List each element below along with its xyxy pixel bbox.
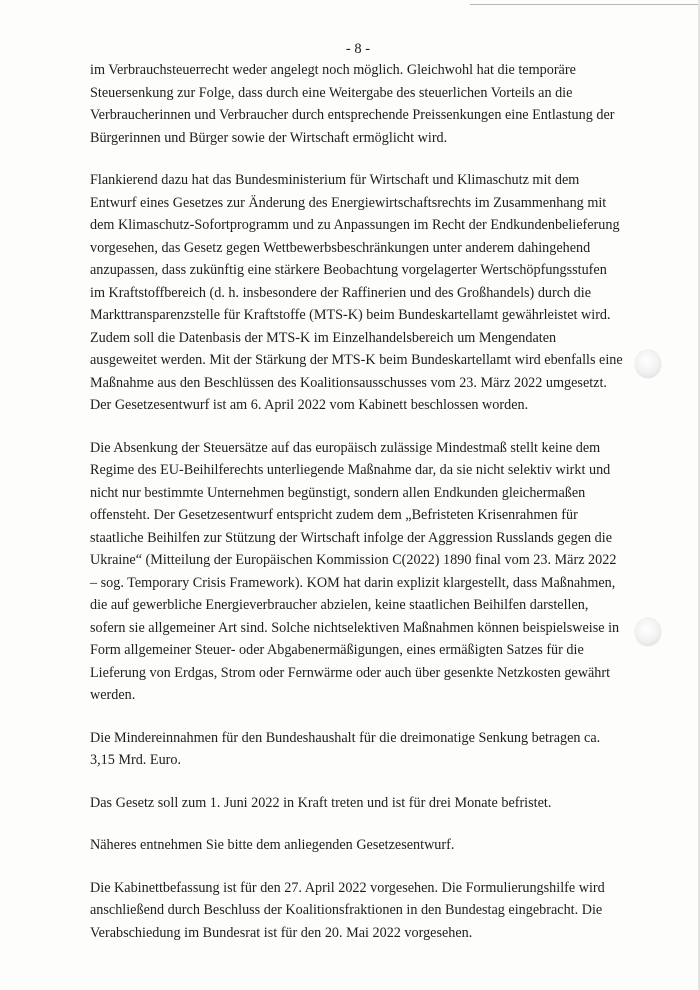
punch-hole-upper: [635, 350, 661, 378]
text-line: Verabschiedung im Bundesrat ist für den 20. Mai 2022 vorgesehen.: [90, 924, 473, 941]
text-line: 3,15 Mrd. Euro.: [90, 752, 182, 768]
text-line: staatliche Beihilfen zur Stützung der Wirtschaft infolge der Aggression Russlands gegen die: [90, 529, 613, 546]
text-line: offensteht. Der Gesetzesentwurf entspricht zudem dem „Befristeten Krisenrahmen für: [90, 507, 578, 523]
text-line: ausgeweitet werden. Mit der Stärkung der MTS-K beim Bundeskartellamt wird ebenfalls eine: [90, 352, 623, 368]
text-line: Lieferung von Erdgas, Strom oder Fernwärme oder auch über gesenkte Netzkosten gewährt: [90, 664, 611, 681]
document-body: [90, 59, 625, 964]
paragraph-effective-date: [90, 792, 625, 815]
punch-hole-lower: [635, 618, 661, 646]
text-line: Steuersenkung zur Folge, dass durch eine Weitergabe des steuerlichen Vorteils an die: [90, 84, 573, 101]
text-line: anschließend durch Beschluss der Koalitionsfraktionen in den Bundestag eingebracht. Die: [90, 902, 603, 918]
text-line: sofern sie allgemeiner Art sind. Solche nichtselektiven Maßnahmen können beispielsweise in: [90, 619, 620, 636]
text-line: Form allgemeiner Steuer- oder Abgabenermäßigungen, eines ermäßigten Satzes für die: [90, 642, 584, 658]
text-line: anzupassen, dass zukünftig eine stärkere Beobachtung vorgelagerter Wertschöpfungsstufen: [90, 262, 607, 278]
text-line: Die Absenkung der Steuersätze auf das europäisch zulässige Mindestmaß stellt keine dem: [90, 439, 601, 456]
text-line: – sog. Temporary Crisis Framework). KOM hat darin explizit klargestellt, dass Maßnahmen,: [90, 574, 616, 591]
text-line: vorgesehen, das Gesetz gegen Wettbewerbsbeschränkungen unter anderem dahingehend: [90, 239, 591, 256]
text-line: Bürgerinnen und Bürger sowie der Wirtschaft ermöglicht wird.: [90, 129, 448, 146]
text-line: im Verbrauchsteuerrecht weder angelegt noch möglich. Gleichwohl hat die temporäre: [90, 62, 576, 78]
text-line: Ukraine“ (Mitteilung der Europäischen Kommission C(2022) 1890 final vom 23. März 2022: [90, 552, 617, 568]
paragraph-revenue-loss: [90, 727, 625, 772]
page-number: - 8 -: [345, 41, 371, 57]
text-line: Die Kabinettbefassung ist für den 27. April 2022 vorgesehen. Die Formulierungshilfe wird: [90, 879, 605, 896]
paragraph-attachment-note: [90, 834, 625, 857]
text-line: Näheres entnehmen Sie bitte dem anliegenden Gesetzesentwurf.: [90, 837, 455, 853]
text-line: Verbraucherinnen und Verbraucher durch entsprechende Preissenkungen eine Entlastung der: [90, 107, 615, 123]
text-line: Markttransparenzstelle für Kraftstoffe (MTS-K) beim Bundeskartellamt gewährleistet wird.: [90, 307, 611, 323]
text-line: Die Mindereinnahmen für den Bundeshaushalt für die dreimonatige Senkung betragen ca.: [90, 729, 601, 746]
paragraph-price-relief: [90, 59, 625, 149]
text-line: im Kraftstoffbereich (d. h. insbesondere der Raffinerien und des Großhandels) durch die: [90, 284, 592, 301]
paragraph-state-aid: [90, 437, 625, 707]
text-line: nicht nur bestimmte Unternehmen begünstigt, sondern allen Endkunden gleichermaßen: [90, 484, 586, 501]
text-line: Maßnahme aus den Beschlüssen des Koalitionsausschusses vom 23. März 2022 umgesetzt.: [90, 374, 607, 391]
text-line: Entwurf eines Gesetzes zur Änderung des Energiewirtschaftsrechts im Zusammenhang mit: [90, 194, 607, 211]
text-line: Zudem soll die Datenbasis der MTS-K im Einzelhandelsbereich um Mengendaten: [90, 329, 557, 346]
paragraph-mts-k: [90, 169, 625, 417]
text-line: Flankierend dazu hat das Bundesministerium für Wirtschaft und Klimaschutz mit dem: [90, 172, 580, 188]
text-line: die auf gewerbliche Energieverbraucher abzielen, keine staatlichen Beihilfen darstellen,: [90, 597, 589, 613]
paragraph-schedule: [90, 877, 625, 945]
text-line: Der Gesetzesentwurf ist am 6. April 2022 vom Kabinett beschlossen worden.: [90, 397, 529, 413]
text-line: Das Gesetz soll zum 1. Juni 2022 in Kraft treten und ist für drei Monate befristet.: [90, 794, 552, 811]
text-line: werden.: [90, 687, 136, 703]
text-line: Regime des EU-Beihilferechts unterliegende Maßnahme dar, da sie nicht selektiv wirkt und: [90, 462, 611, 478]
top-edge-rule: [470, 4, 700, 5]
text-line: dem Klimaschutz-Sofortprogramm und zu Anpassungen im Recht der Endkundenbelieferung: [90, 217, 620, 233]
